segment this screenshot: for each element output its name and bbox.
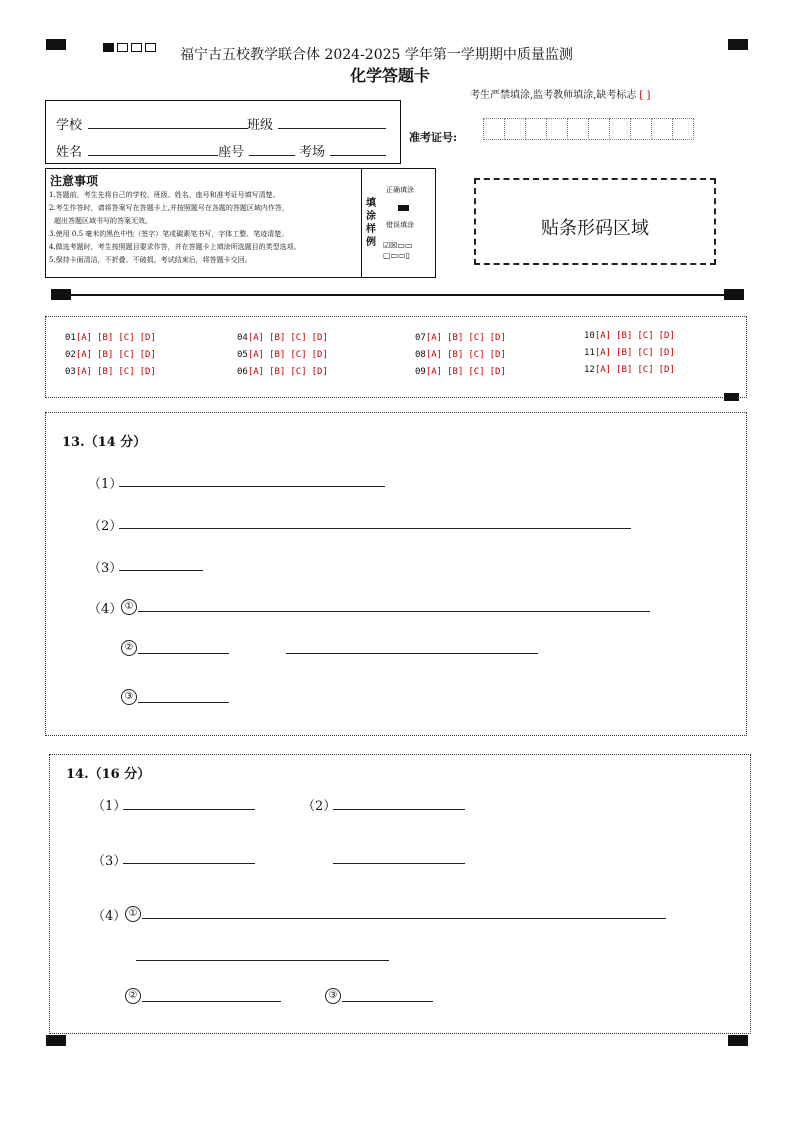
option-c[interactable]: [C]	[468, 350, 485, 360]
absence-checkbox[interactable]: [ ]	[639, 90, 651, 101]
page-square	[145, 43, 156, 52]
q14-sub-1-answer-continued[interactable]	[136, 960, 389, 961]
option-a[interactable]: [A]	[247, 367, 265, 377]
option-c[interactable]: [C]	[118, 333, 135, 343]
seat-field[interactable]	[249, 155, 295, 156]
option-b[interactable]: [B]	[97, 350, 114, 360]
option-c[interactable]: [C]	[118, 350, 135, 360]
option-d[interactable]: [D]	[489, 350, 506, 360]
instruction-line: 1.答题前，考生先将自己的学校、班级、姓名、座号和准考证号填写清楚。	[49, 191, 280, 199]
option-d[interactable]: [D]	[489, 367, 506, 377]
registration-mark-bottom-right	[728, 1035, 748, 1046]
question-13-title: 13.（14 分）	[62, 435, 147, 450]
choice-row: 04[A] [B] [C] [D]	[237, 333, 328, 343]
choice-column	[415, 333, 506, 384]
option-b[interactable]: [B]	[269, 350, 286, 360]
option-d[interactable]: [D]	[139, 333, 156, 343]
registration-mark-bottom-left	[46, 1035, 66, 1046]
wrong-fill-label: 错误填涂	[386, 221, 414, 229]
seat-label: 座号	[218, 145, 245, 160]
choice-row: 07[A] [B] [C] [D]	[415, 333, 506, 343]
option-b[interactable]: [B]	[447, 333, 464, 343]
instruction-line: 2.考生作答时，请将答案写在答题卡上,并按照题号在各题的答题区域内作答，	[49, 204, 289, 212]
option-d[interactable]: [D]	[311, 367, 328, 377]
sample-label: 填涂样例	[366, 198, 376, 248]
school-field[interactable]	[88, 128, 248, 129]
choice-row: 09[A] [B] [C] [D]	[415, 367, 506, 377]
name-field[interactable]	[88, 155, 218, 156]
q14-part-3-answer-b[interactable]	[333, 863, 465, 864]
option-c[interactable]: [C]	[468, 367, 485, 377]
choice-row: 01[A] [B] [C] [D]	[65, 333, 156, 343]
exam-id-cell[interactable]	[609, 118, 631, 140]
choice-row: 12[A] [B] [C] [D]	[584, 365, 675, 375]
absence-notice	[470, 86, 650, 101]
choice-row: 08[A] [B] [C] [D]	[415, 350, 506, 360]
card-subtitle: 化学答题卡	[350, 66, 431, 85]
exam-id-cell[interactable]	[651, 118, 673, 140]
instruction-line: 3.使用 0.5 毫米的黑色中性（签字）笔或碳素笔书写，字体工整、笔迹清楚。	[49, 230, 289, 238]
separator-line	[71, 294, 724, 296]
q13-part-3-label: （3）	[88, 561, 123, 576]
option-a[interactable]: [A]	[594, 348, 612, 358]
room-label: 考场	[299, 145, 326, 160]
name-label: 姓名	[56, 145, 83, 160]
option-a[interactable]: [A]	[247, 350, 265, 360]
q14-sub-2-answer[interactable]	[142, 1001, 281, 1002]
option-d[interactable]: [D]	[311, 350, 328, 360]
choice-row: 11[A] [B] [C] [D]	[584, 348, 675, 358]
q13-part-4-label: （4）	[88, 602, 123, 617]
q13-part-2-label: （2）	[88, 519, 123, 534]
option-c[interactable]: [C]	[290, 333, 307, 343]
q14-part-3-answer-a[interactable]	[123, 863, 255, 864]
choice-row: 10[A] [B] [C] [D]	[584, 331, 675, 341]
option-c[interactable]: [C]	[118, 367, 135, 377]
q14-sub-1-answer[interactable]	[142, 918, 666, 919]
question-13-section	[45, 412, 747, 736]
q13-sub-1-answer[interactable]	[138, 611, 650, 612]
option-b[interactable]: [B]	[97, 367, 114, 377]
room-field[interactable]	[330, 155, 386, 156]
option-a[interactable]: [A]	[425, 367, 443, 377]
q13-part-1-label: （1）	[88, 477, 123, 492]
exam-id-cell[interactable]	[567, 118, 589, 140]
option-a[interactable]: [A]	[425, 350, 443, 360]
instruction-line: 5.保持卡面清洁，不折叠、不破损。考试结束后，将答题卡交回。	[49, 256, 252, 264]
option-b[interactable]: [B]	[616, 348, 633, 358]
exam-id-label: 准考证号:	[409, 131, 458, 144]
q13-part-3-answer[interactable]	[119, 570, 203, 571]
q13-sub-2-label: ②	[121, 640, 137, 656]
choice-column	[584, 331, 675, 382]
option-c[interactable]: [C]	[637, 365, 654, 375]
exam-id-cell[interactable]	[525, 118, 547, 140]
option-b[interactable]: [B]	[447, 367, 464, 377]
option-a[interactable]: [A]	[594, 365, 612, 375]
option-a[interactable]: [A]	[75, 350, 93, 360]
page-square	[131, 43, 142, 52]
q14-part-1-label: （1）	[92, 799, 127, 814]
barcode-area	[474, 178, 716, 265]
exam-title: 福宁古五校教学联合体 2024-2025 学年第一学期期中质量监测	[180, 47, 573, 63]
option-c[interactable]: [C]	[637, 331, 654, 341]
q13-sub-3-label: ③	[121, 689, 137, 705]
option-c[interactable]: [C]	[637, 348, 654, 358]
q14-part-1-answer[interactable]	[123, 809, 255, 810]
exam-id-cells[interactable]	[483, 118, 693, 144]
student-info-box	[45, 100, 401, 164]
registration-mark-top-right	[728, 39, 748, 50]
q13-sub-1-label: ①	[121, 599, 137, 615]
question-14-section	[49, 754, 751, 1034]
option-b[interactable]: [B]	[616, 331, 633, 341]
q14-sub-1-label: ①	[125, 906, 141, 922]
school-label: 学校	[56, 118, 83, 133]
option-b[interactable]: [B]	[616, 365, 633, 375]
instruction-line: 超出答题区域书写的答案无效。	[54, 217, 152, 225]
q13-part-1-answer[interactable]	[119, 486, 385, 487]
class-field[interactable]	[278, 128, 386, 129]
instruction-line: 4.做选考题时，考生按照题目要求作答，并在答题卡上填涂所选题目的类型选项。	[49, 243, 301, 251]
option-a[interactable]: [A]	[75, 367, 93, 377]
exam-id-cell[interactable]	[588, 118, 610, 140]
choice-row: 06[A] [B] [C] [D]	[237, 367, 328, 377]
option-d[interactable]: [D]	[139, 350, 156, 360]
instructions-title: 注意事项	[50, 174, 99, 188]
option-c[interactable]: [C]	[290, 350, 307, 360]
option-a[interactable]: [A]	[425, 333, 443, 343]
exam-id-cell[interactable]	[672, 118, 694, 140]
q13-sub-2-answer-b[interactable]	[286, 653, 538, 654]
q14-part-2-label: （2）	[302, 799, 337, 814]
page-square-filled	[103, 43, 114, 52]
page-type-squares	[103, 37, 159, 56]
exam-id-cell[interactable]	[483, 118, 505, 140]
registration-mark-top-left	[46, 39, 66, 50]
instructions-divider	[361, 169, 362, 277]
correct-fill-label: 正确填涂	[386, 186, 414, 194]
q14-part-3-label: （3）	[92, 854, 127, 869]
option-d[interactable]: [D]	[489, 333, 506, 343]
page-square	[117, 43, 128, 52]
q14-part-4-label: （4）	[92, 909, 127, 924]
q14-sub-3-label: ③	[325, 988, 341, 1004]
exam-id-cell[interactable]	[504, 118, 526, 140]
option-c[interactable]: [C]	[290, 367, 307, 377]
q14-sub-3-answer[interactable]	[342, 1001, 433, 1002]
option-b[interactable]: [B]	[269, 333, 286, 343]
option-d[interactable]: [D]	[658, 365, 675, 375]
q13-part-2-answer[interactable]	[119, 528, 631, 529]
exam-id-cell[interactable]	[630, 118, 652, 140]
q14-part-2-answer[interactable]	[333, 809, 465, 810]
option-a[interactable]: [A]	[247, 333, 265, 343]
choice-section-mark	[724, 393, 739, 401]
option-d[interactable]: [D]	[311, 333, 328, 343]
wrong-fill-samples: ☑☒▭▭ ▢▭▭▯	[383, 241, 413, 260]
separator-mark-left	[51, 289, 71, 300]
correct-fill-sample	[398, 205, 409, 211]
choice-column	[237, 333, 328, 384]
option-d[interactable]: [D]	[658, 331, 675, 341]
barcode-label: 贴条形码区域	[541, 218, 649, 239]
choice-row: 05[A] [B] [C] [D]	[237, 350, 328, 360]
choice-row: 03[A] [B] [C] [D]	[65, 367, 156, 377]
q14-sub-2-label: ②	[125, 988, 141, 1004]
q13-sub-2-answer-a[interactable]	[138, 653, 229, 654]
instructions-box	[45, 168, 436, 278]
option-b[interactable]: [B]	[447, 350, 464, 360]
option-c[interactable]: [C]	[468, 333, 485, 343]
question-14-title: 14.（16 分）	[66, 767, 151, 782]
exam-id-cell[interactable]	[546, 118, 568, 140]
option-b[interactable]: [B]	[269, 367, 286, 377]
choice-row: 02[A] [B] [C] [D]	[65, 350, 156, 360]
separator-mark-right	[724, 289, 744, 300]
absence-notice-text: 考生严禁填涂,监考教师填涂,缺考标志	[470, 90, 637, 101]
option-a[interactable]: [A]	[75, 333, 93, 343]
option-d[interactable]: [D]	[658, 348, 675, 358]
q13-sub-3-answer[interactable]	[138, 702, 229, 703]
choice-column	[65, 333, 156, 384]
class-label: 班级	[247, 118, 274, 133]
option-b[interactable]: [B]	[97, 333, 114, 343]
option-d[interactable]: [D]	[139, 367, 156, 377]
option-a[interactable]: [A]	[594, 331, 612, 341]
